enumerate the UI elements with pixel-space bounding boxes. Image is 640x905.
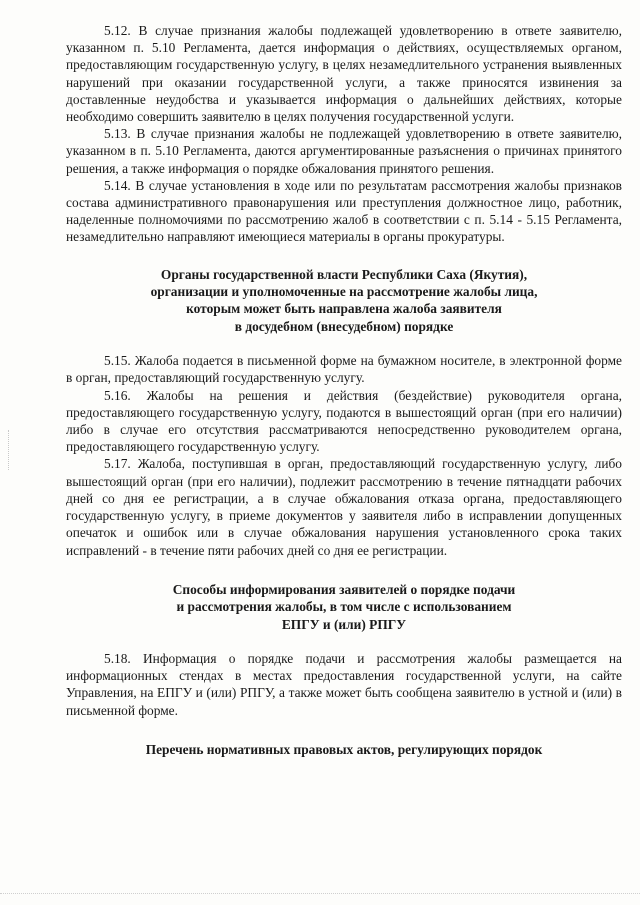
paragraph-5-17: 5.17. Жалоба, поступившая в орган, предоставляющий государственную услугу, либо вышестоящий орган (при его наличии), подлежит рассмотрению в течение пятнадцати рабочих дней со дня ее регистрации, а в случае обжалования отказа органа, предоставляющего государственную услугу, в приеме документов у заявителя либо в исправлении допущенных опечаток и ошибок или в случае обжалования нарушения установленного срока таких исправлений - в течение пяти рабочих дней со дня ее регистрации. bbox=[66, 456, 622, 558]
heading-line: организации и уполномоченные на рассмотрение жалобы лица, bbox=[150, 284, 538, 300]
paragraph-5-13: 5.13. В случае признания жалобы не подлежащей удовлетворению в ответе заявителю, указанном в п. 5.10 Регламента, даются аргументированные разъяснения о причинах принятого решения, а также информация о порядке обжалования принятого решения. bbox=[66, 126, 622, 176]
section-heading-normative-acts bbox=[66, 741, 622, 758]
scan-margin-mark bbox=[8, 430, 11, 470]
heading-line: которым может быть направлена жалоба заявителя bbox=[186, 301, 502, 317]
heading-line: Перечень нормативных правовых актов, регулирующих порядок bbox=[145, 741, 543, 757]
scan-bottom-edge bbox=[0, 893, 640, 894]
paragraph-5-12: 5.12. В случае признания жалобы подлежащей удовлетворению в ответе заявителю, указанном п. 5.10 Регламента, дается информация о действиях, осуществляемых органом, предоставляющим государственную услугу, в целях незамедлительного устранения выявленных нарушений при оказании государственной услуги, а также приносятся извинения за доставленные неудобства и указывается информация о дальнейших действиях, которые необходимо совершить заявителю в целях получения государственной услуги. bbox=[66, 23, 622, 125]
heading-line: и рассмотрения жалобы, в том числе с использованием bbox=[176, 599, 512, 615]
heading-line: Способы информирования заявителей о порядке подачи bbox=[172, 581, 516, 597]
heading-line: ЕПГУ и (или) РПГУ bbox=[281, 616, 407, 632]
document-body bbox=[66, 22, 622, 758]
section-heading-complaint-bodies bbox=[66, 266, 622, 336]
paragraph-5-18: 5.18. Информация о порядке подачи и рассмотрения жалобы размещается на информационных стендах в местах предоставления государственной услуги, на сайте Управления, на ЕПГУ и (или) РПГУ, а также может быть сообщена заявителю в устной и (или) в письменной форме. bbox=[66, 650, 622, 718]
heading-line: в досудебном (внесудебном) порядке bbox=[234, 318, 454, 334]
section-heading-informing-methods bbox=[66, 581, 622, 633]
paragraph-5-16: 5.16. Жалобы на решения и действия (бездействие) руководителя органа, предоставляющего государственную услугу, подаются в вышестоящий орган (при его наличии) либо в случае его отсутствия рассматриваются непосредственно руководителем органа, предоставляющего государственную услугу. bbox=[66, 387, 622, 455]
paragraph-5-15: 5.15. Жалоба подается в письменной форме на бумажном носителе, в электронной форме в орган, предоставляющий государственную услугу. bbox=[66, 353, 622, 386]
heading-line: Органы государственной власти Республики Саха (Якутия), bbox=[160, 266, 528, 282]
paragraph-5-14: 5.14. В случае установления в ходе или по результатам рассмотрения жалобы признаков состава административного правонарушения или преступления должностное лицо, работник, наделенные полномочиями по рассмотрению жалоб в соответствии с п. 5.14 - 5.15 Регламента, незамедлительно направляют имеющиеся материалы в органы прокуратуры. bbox=[66, 177, 622, 245]
